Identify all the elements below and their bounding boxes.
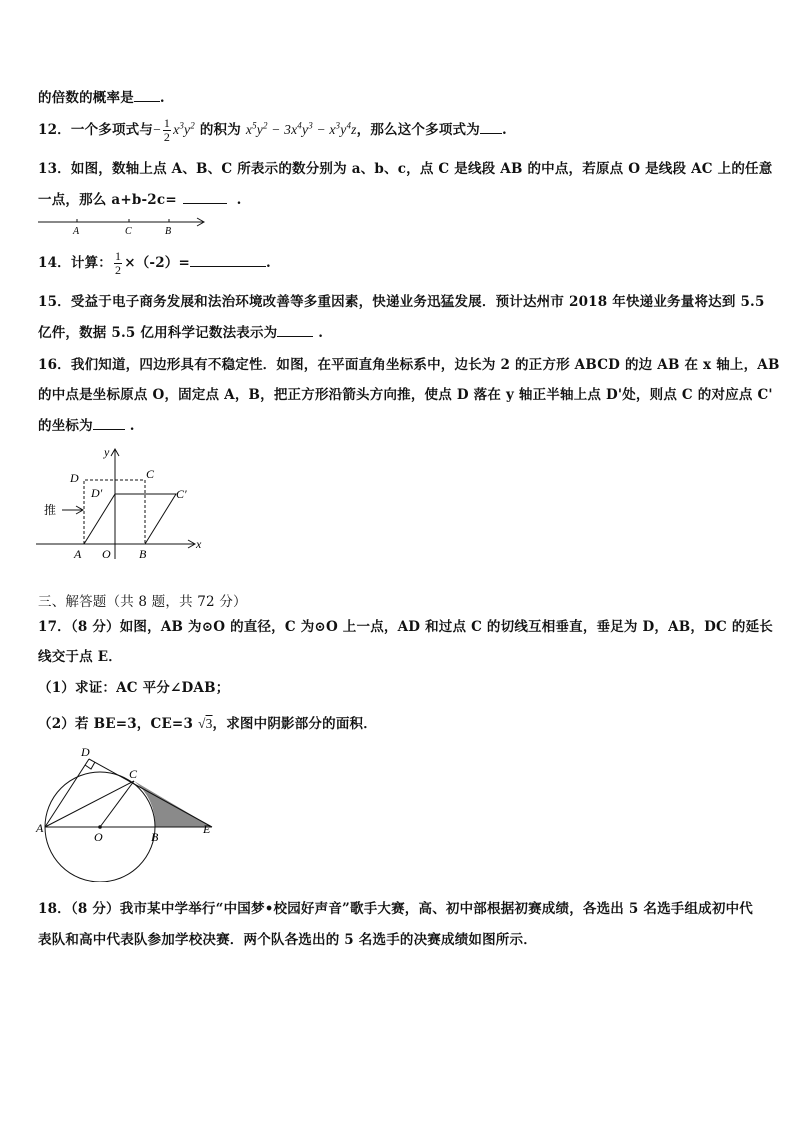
answer-blank[interactable] [480,121,502,134]
label-d: D [70,471,79,485]
question-14 [38,250,271,277]
q18-line1: 18．（8 分）我市某中学举行“中国梦•校园好声音”歌手大赛，高、初中部根据初赛成绩，各选出 5 名选手组成初中代 [38,901,753,917]
sqrt-value: 3 [205,716,213,731]
minus-sign: − [153,122,161,137]
label-o: O [102,547,111,561]
fraction-denominator: 2 [115,263,122,277]
q14-end: . [266,255,271,271]
q12-period: . [501,122,507,138]
answer-blank[interactable] [190,254,266,267]
fraction-numerator: 1 [163,116,171,130]
question-12 [38,117,507,144]
fraction-denominator: 2 [163,130,171,144]
q17-line1: 17．（8 分）如图，AB 为⊙O 的直径，C 为⊙O 上一点，AD 和过点 C 的切线互相垂直，垂足为 D，AB，DC 的延长 [38,619,773,635]
label-o: O [94,830,103,844]
label-b: B [151,830,159,844]
label-d: D [81,745,90,759]
label-a: A [73,226,80,237]
q17-line2: 线交于点 E． [38,649,122,665]
parallelogram [84,494,176,544]
q12-mid: 的积为 [199,122,241,138]
answer-blank[interactable] [183,191,227,204]
answer-blank[interactable] [134,89,160,102]
q16-line3-text: 的坐标为 [38,418,93,434]
line-ac [45,781,134,827]
label-b: B [165,226,172,237]
q17-part2 [38,712,377,732]
q16-line2: 的中点是坐标原点 O，固定点 A，B，把正方形沿箭头方向推，使点 D 落在 y 轴正半轴上点 D'处，则点 C 的对应点 C' [38,387,773,403]
q17-part2-suffix: ，求图中阴影部分的面积． [212,716,377,732]
answer-blank[interactable] [277,324,313,337]
q15-line2-end: . [318,325,324,341]
q11-tail [38,86,165,106]
q13-line2 [38,188,242,208]
q16-line1: 16．我们知道，四边形具有不稳定性．如图，在平面直角坐标系中，边长为 2 的正方形 ABCD 的边 AB 在 x 轴上，AB [38,357,780,373]
section-heading: 三、解答题（共 8 题，共 72 分） [38,594,247,610]
q13-line2-end: . [236,192,242,208]
line-ad [45,759,89,827]
label-a: A [36,821,44,835]
circle-tangent-figure [34,742,224,882]
label-a: A [74,547,82,561]
line-oc [100,781,134,827]
center-point [98,825,102,829]
q16-line3 [38,414,135,434]
q12-term1: $x^3y^2$ [173,120,195,137]
q15-line2 [38,321,323,341]
label-d-prime: D′ [91,486,103,500]
q16-line3-end: . [129,418,135,434]
answer-blank[interactable] [93,417,125,430]
label-x: x [196,537,202,551]
q18-line2: 表队和高中代表队参加学校决赛．两个队各选出的 5 名选手的决赛成绩如图所示． [38,932,537,948]
q14-prefix: 14．计算： [38,255,112,271]
q12-end: ，那么这个多项式为 [356,122,480,138]
label-b: B [139,547,147,561]
label-c: C [125,226,132,237]
q11-tail-text: 的倍数的概率是 [38,90,134,106]
q17-part2-prefix: （2）若 BE=3，CE=3 [38,716,194,732]
q14-fraction [114,250,122,277]
q11-tail-end: . [159,90,165,106]
q12-prefix: 12．一个多项式与 [38,122,154,138]
q12-fraction [163,117,171,144]
label-c: C [129,767,138,781]
label-e: E [203,822,211,836]
q17-part1: （1）求证：AC 平分∠DAB； [38,680,230,696]
label-c: C [146,467,155,481]
q12-product: $x^5y^2 - 3x^4y^3 - x^3y^4z$ [245,120,357,137]
fraction-numerator: 1 [115,249,122,263]
number-line-figure [36,212,211,238]
square-push-figure [36,444,211,564]
label-push: 推 [44,503,57,517]
label-y: y [104,445,110,459]
q13-line2-text: 一点，那么 a+b-2c= [38,192,177,208]
sqrt-symbol: √3 [197,716,213,731]
q15-line1: 15．受益于电子商务发展和法治环境改善等多重因素，快递业务迅猛发展．预计达州市 2018 年快递业务量将达到 5.5 [38,294,765,310]
q14-expr: ×（-2）= [124,255,191,271]
q15-line2-text: 亿件，数据 5.5 亿用科学记数法表示为 [38,325,278,341]
label-c-prime: C′ [176,487,187,501]
q13-line1: 13．如图，数轴上点 A、B、C 所表示的数分别为 a、b、c，点 C 是线段 AB 的中点，若原点 O 是线段 AC 上的任意 [38,161,773,177]
